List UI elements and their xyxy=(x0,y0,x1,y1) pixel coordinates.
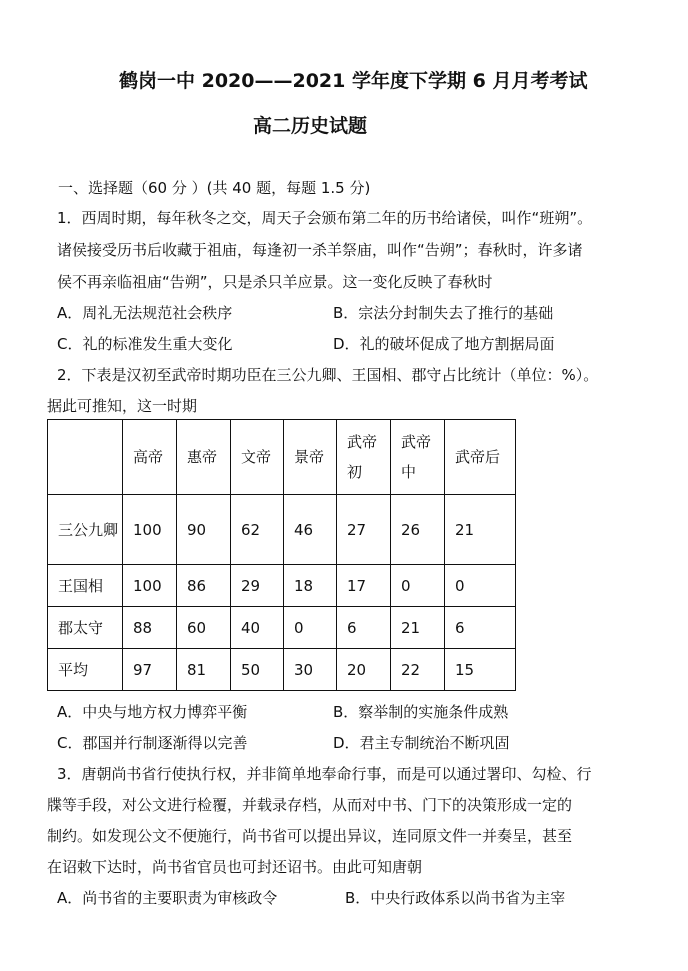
q2-line-2: 据此可推知，这一时期 xyxy=(47,397,198,415)
table-cell: 17 xyxy=(337,565,391,607)
table-cell: 50 xyxy=(231,649,284,691)
table-header-cell: 武帝中 xyxy=(391,420,445,495)
table-cell: 29 xyxy=(231,565,284,607)
table-cell: 97 xyxy=(123,649,177,691)
table-cell: 22 xyxy=(391,649,445,691)
table-cell: 王国相 xyxy=(48,565,123,607)
table-cell: 62 xyxy=(231,495,284,565)
exam-subtitle: 高二历史试题 xyxy=(253,115,368,137)
q3-option-a: A．尚书省的主要职责为审核政令 xyxy=(57,889,278,907)
table-cell: 0 xyxy=(284,607,337,649)
q1-option-c: C．礼的标准发生重大变化 xyxy=(57,335,233,353)
table-row xyxy=(48,607,516,649)
data-table xyxy=(47,419,516,691)
table-cell: 15 xyxy=(445,649,516,691)
q2-option-b: B．察举制的实施条件成熟 xyxy=(333,703,509,721)
table-cell: 88 xyxy=(123,607,177,649)
table-cell: 0 xyxy=(445,565,516,607)
table-header-cell: 文帝 xyxy=(231,420,284,495)
table-row xyxy=(48,649,516,691)
exam-title: 鹤岗一中 2020——2021 学年度下学期 6 月月考考试 xyxy=(119,70,588,92)
q3-option-b: B．中央行政体系以尚书省为主宰 xyxy=(345,889,566,907)
q3-line-2: 牒等手段，对公文进行检覆，并载录存档，从而对中书、门下的决策形成一定的 xyxy=(47,796,573,814)
table-cell: 21 xyxy=(391,607,445,649)
table-cell: 平均 xyxy=(48,649,123,691)
q2-line-1: 2．下表是汉初至武帝时期功臣在三公九卿、王国相、郡守占比统计（单位：%）。 xyxy=(57,366,599,384)
table-cell: 郡太守 xyxy=(48,607,123,649)
table-row xyxy=(48,495,516,565)
table-header-cell: 惠帝 xyxy=(177,420,231,495)
section-heading: 一、选择题（60 分 ）(共 40 题，每题 1.5 分) xyxy=(58,179,371,197)
table-cell: 20 xyxy=(337,649,391,691)
table-header-cell: 武帝后 xyxy=(445,420,516,495)
table-cell: 86 xyxy=(177,565,231,607)
table-cell: 90 xyxy=(177,495,231,565)
table-cell: 26 xyxy=(391,495,445,565)
table-cell: 21 xyxy=(445,495,516,565)
q2-option-d: D．君主专制统治不断巩固 xyxy=(333,734,510,752)
q1-line-1: 1．西周时期，每年秋冬之交，周天子会颁布第二年的历书给诸侯，叫作“班朔”。 xyxy=(57,209,593,227)
q1-option-a: A．周礼无法规范社会秩序 xyxy=(57,304,233,322)
table-row xyxy=(48,565,516,607)
q1-option-b: B．宗法分封制失去了推行的基础 xyxy=(333,304,554,322)
q2-option-c: C．郡国并行制逐渐得以完善 xyxy=(57,734,248,752)
table-cell: 30 xyxy=(284,649,337,691)
table-cell: 6 xyxy=(445,607,516,649)
table-cell: 100 xyxy=(123,565,177,607)
table-cell: 三公九卿 xyxy=(48,495,123,565)
q1-line-2: 诸侯接受历书后收藏于祖庙，每逢初一杀羊祭庙，叫作“告朔”；春秋时，许多诸 xyxy=(57,241,583,259)
table-cell: 18 xyxy=(284,565,337,607)
q3-line-1: 3．唐朝尚书省行使执行权，并非简单地奉命行事，而是可以通过署印、勾检、行 xyxy=(57,765,592,783)
table-cell: 60 xyxy=(177,607,231,649)
q3-line-4: 在诏敕下达时，尚书省官员也可封还诏书。由此可知唐朝 xyxy=(47,858,423,876)
table-cell: 81 xyxy=(177,649,231,691)
table-cell: 6 xyxy=(337,607,391,649)
table-header-row xyxy=(48,420,516,495)
table-cell: 0 xyxy=(391,565,445,607)
table-cell: 46 xyxy=(284,495,337,565)
table-header-cell: 武帝初 xyxy=(337,420,391,495)
table-header-cell xyxy=(48,420,123,495)
table-header-cell: 景帝 xyxy=(284,420,337,495)
q2-option-a: A．中央与地方权力博弈平衡 xyxy=(57,703,248,721)
q1-option-d: D．礼的破坏促成了地方割据局面 xyxy=(333,335,555,353)
table-cell: 100 xyxy=(123,495,177,565)
table-cell: 27 xyxy=(337,495,391,565)
table-cell: 40 xyxy=(231,607,284,649)
q3-line-3: 制约。如发现公文不便施行，尚书省可以提出异议，连同原文件一并奏呈，甚至 xyxy=(47,827,573,845)
q1-line-3: 侯不再亲临祖庙“告朔”，只是杀只羊应景。这一变化反映了春秋时 xyxy=(57,273,493,291)
table-header-cell: 高帝 xyxy=(123,420,177,495)
